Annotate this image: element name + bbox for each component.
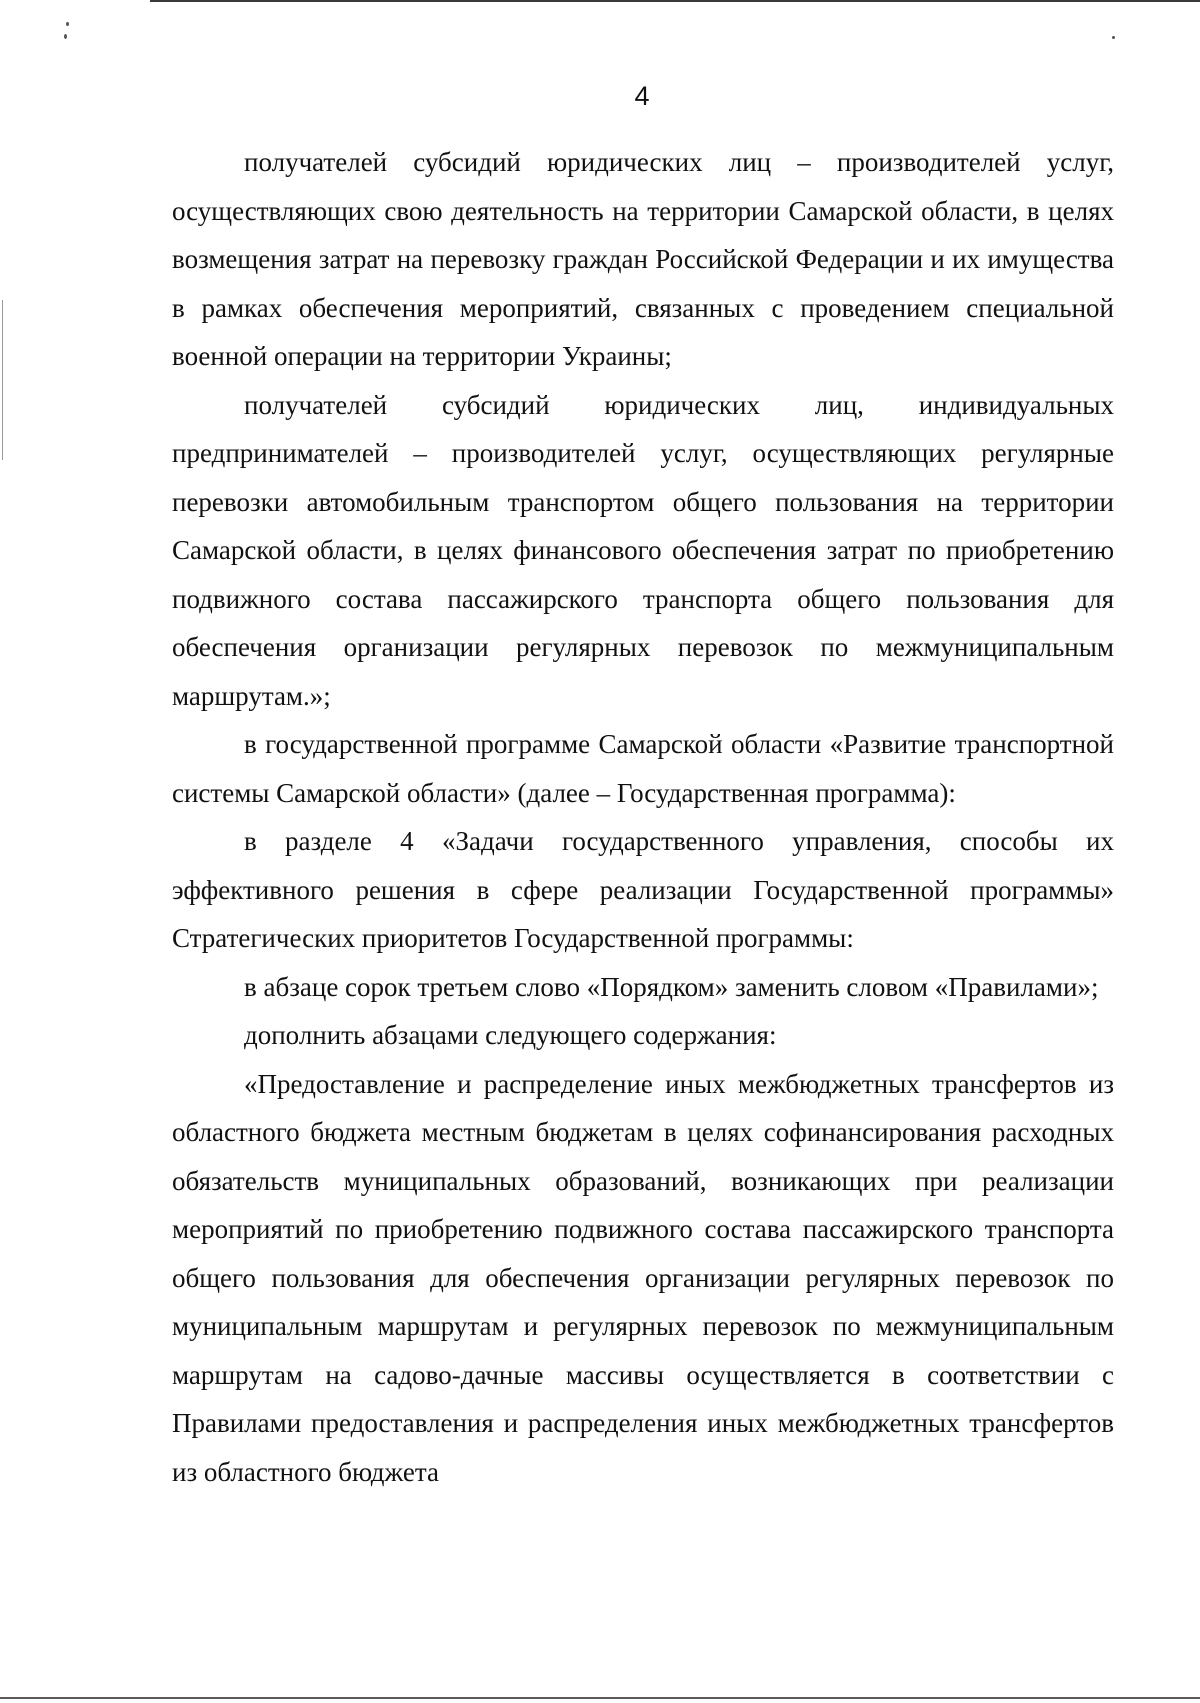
paragraph: получателей субсидий юридических лиц – производителей услуг, осуществляющих свою деятельность на территории Самарской области, в целях возмещения затрат на перевозку граждан Российской Федерации и их имущества в рамках обеспечения мероприятий, связанных с проведением специальной военной операции на территории Украины; xyxy=(172,147,1114,371)
paragraph: получателей субсидий юридических лиц, индивидуальных предпринимателей – производителей услуг, осуществляющих регулярные перевозки автомобильным транспортом общего пользования на территории Самарской области, в целях финансового обеспечения затрат по приобретению подвижного состава пассажирского транспорта общего пользования для обеспечения организации регулярных перевозок по межмуниципальным маршрутам.»; xyxy=(172,389,1114,711)
page-number: 4 xyxy=(634,81,650,111)
scan-speck xyxy=(66,22,69,26)
paragraph: в абзаце сорок третьем слово «Порядком» заменить словом «Правилами»; xyxy=(244,971,1099,1002)
paragraph: «Предоставление и распределение иных межбюджетных трансфертов из областного бюджета местным бюджетам в целях софинансирования расходных обязательств муниципальных образований, возникающих при реализации мероприятий по приобретению подвижного состава пассажирского транспорта общего пользования для обеспечения организации регулярных перевозок по муниципальным маршрутам и регулярных перевозок по межмуниципальным маршрутам на садово-дачные массивы осуществляется в соответствии с Правилами предоставления и распределения иных межбюджетных трансфертов из областного бюджета xyxy=(172,1068,1114,1487)
scan-speck xyxy=(1112,36,1115,39)
scan-edge-left xyxy=(2,300,3,460)
paragraph: дополнить абзацами следующего содержания: xyxy=(244,1020,777,1050)
paragraph: в государственной программе Самарской области «Развитие транспортной системы Самарской области» (далее – Государственная программа): xyxy=(172,729,1114,808)
paragraph: в разделе 4 «Задачи государственного управления, способы их эффективного решения в сфере реализации Государственной программы» Стратегических приоритетов Государственной программы: xyxy=(172,826,1114,953)
scan-edge-top xyxy=(150,0,1200,2)
scan-edge-bottom xyxy=(0,1697,1200,1699)
scan-speck xyxy=(64,34,67,39)
document-body xyxy=(172,138,1114,1496)
